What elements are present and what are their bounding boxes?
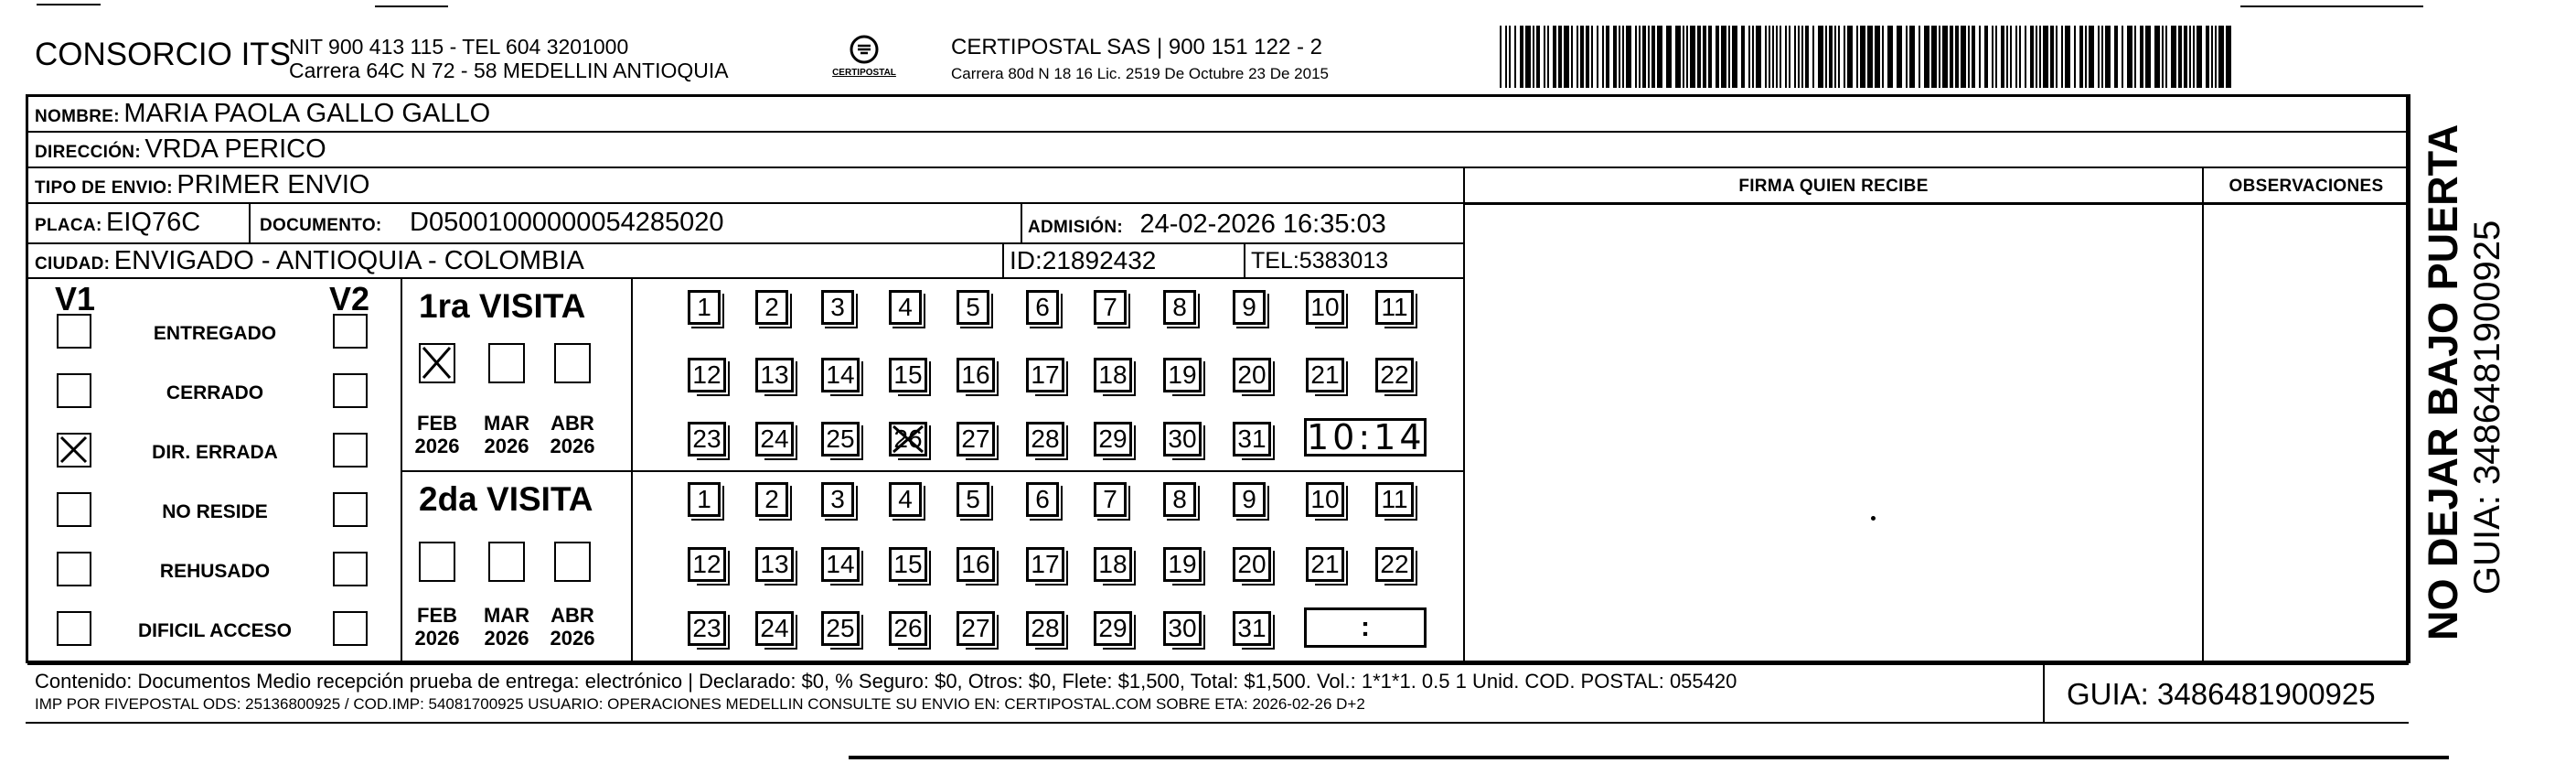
nit-tel: NIT 900 413 115 - TEL 604 3201000 [289,35,629,59]
day-box[interactable]: 5 [957,290,989,325]
day-box[interactable]: 14 [821,358,860,392]
visit2-time: : [1361,612,1370,642]
month-label [545,604,600,650]
status-label: NO RESIDE [162,501,268,522]
observaciones-header: OBSERVACIONES [2229,177,2384,196]
day-box[interactable]: 23 [688,422,726,457]
row-line-1 [27,131,2409,133]
day-box[interactable]: 3 [821,290,854,325]
day-box[interactable]: 6 [1026,482,1059,517]
v2-checkbox[interactable] [333,314,368,349]
tel-divider [1244,242,1245,277]
v1-checkbox[interactable] [57,611,91,646]
month-label [410,604,465,650]
day-box[interactable]: 20 [1233,547,1271,582]
day-box[interactable]: 15 [889,358,927,392]
status-label: ENTREGADO [153,323,277,344]
month-name: ABR [550,412,594,435]
col-firma-left [1463,167,1465,663]
row-line-4 [27,242,1465,244]
footer-line1: Contenido: Documentos Medio recepción prueba de entrega: electrónico | Declarado: $0, % Seguro: $0, Otros: $0, Flete: $1,500, Total: $1,500. Vol.: 1*1*1. 0.5 1 Unid. COD. POSTAL: 055420 [35,670,1737,693]
day-box[interactable]: 1 [688,482,721,517]
day-box[interactable]: 25 [821,611,860,646]
month-name: FEB [417,412,457,435]
day-box[interactable]: 30 [1163,611,1202,646]
month-name: MAR [483,604,530,627]
visit2-time-box[interactable] [1304,607,1427,648]
v2-checkbox[interactable] [333,611,368,646]
v1-checkbox[interactable] [57,492,91,527]
top-dash-1 [37,4,101,5]
admision-row [1028,210,1386,240]
day-box[interactable]: 1 [688,290,721,325]
col-status-right [401,277,402,663]
day-box[interactable]: 11 [1375,482,1414,517]
month-year: 2026 [414,627,460,650]
day-box[interactable]: 13 [755,358,794,392]
tipo-value: PRIMER ENVIO [176,170,370,199]
admision-label: ADMISIÓN: [1028,218,1124,237]
barcode [1500,26,2231,88]
id-value: ID:21892432 [1010,246,1157,274]
tipo-row [35,170,370,200]
direccion-value: VRDA PERICO [144,134,326,164]
day-box[interactable]: 17 [1026,547,1064,582]
admision-divider [1021,202,1022,242]
direccion-label: DIRECCIÓN: [35,143,141,162]
month-checkbox[interactable] [419,343,455,383]
month-year: 2026 [414,435,460,457]
month-year: 2026 [484,435,529,457]
day-box[interactable]: 9 [1233,290,1266,325]
admision-value: 24-02-2026 16:35:03 [1139,210,1386,239]
barcode-graphic [1500,26,2231,88]
day-box[interactable]: 29 [1094,611,1132,646]
v2-checkbox[interactable] [333,373,368,408]
company-address: Carrera 64C N 72 - 58 MEDELLIN ANTIOQUIA [289,59,729,82]
day-box[interactable]: 7 [1094,290,1127,325]
documento-row [260,208,724,238]
day-box[interactable]: 19 [1163,358,1202,392]
v1-checkbox[interactable] [57,314,91,349]
month-checkbox[interactable] [554,343,591,383]
id-divider [1002,242,1004,277]
day-box[interactable]: 16 [957,547,995,582]
visit1-time: 10:14 [1307,417,1426,457]
day-box[interactable]: 22 [1375,358,1414,392]
day-box[interactable]: 31 [1233,422,1271,457]
col-side-left [2409,94,2410,663]
month-name: FEB [417,604,457,627]
day-box[interactable]: 2 [755,290,788,325]
day-box[interactable]: 6 [1026,290,1059,325]
col-obs-left [2202,167,2204,663]
nombre-value: MARIA PAOLA GALLO GALLO [123,99,491,128]
day-box[interactable]: 27 [957,422,995,457]
footer-guia: GUIA: 3486481900925 [2067,677,2376,711]
status-label: CERRADO [166,382,264,403]
v1-checkbox[interactable] [57,433,91,467]
carrier-name: CERTIPOSTAL SAS | 900 151 122 - 2 [951,35,1322,59]
ciudad-value: ENVIGADO - ANTIOQUIA - COLOMBIA [113,246,584,275]
tipo-label: TIPO DE ENVIO: [35,178,173,198]
day-box[interactable]: 31 [1233,611,1271,646]
row-line-7 [27,663,2409,665]
v1-label: V1 [55,280,96,317]
day-cross-icon [891,424,925,459]
status-label: DIFICIL ACCESO [137,620,292,641]
day-box[interactable]: 15 [889,547,927,582]
top-dash-3 [2240,5,2423,7]
day-box[interactable]: 26 [889,611,927,646]
day-box[interactable]: 10 [1306,290,1344,325]
month-name: MAR [483,412,530,435]
day-box[interactable]: 8 [1163,290,1196,325]
day-box[interactable]: 8 [1163,482,1196,517]
v2-checkbox[interactable] [333,433,368,467]
placa-label: PLACA: [35,216,102,235]
month-checkbox[interactable] [488,343,525,383]
footer-bottom-left [26,722,2409,724]
day-box[interactable]: 22 [1375,547,1414,582]
month-year: 2026 [550,435,595,457]
visit1-time-box[interactable] [1304,418,1427,457]
day-box[interactable]: 14 [821,547,860,582]
day-box[interactable]: 10 [1306,482,1344,517]
placa-divider [249,202,251,242]
month-year: 2026 [550,627,595,650]
day-box[interactable]: 2 [755,482,788,517]
documento-value: D05001000000054285020 [410,208,724,237]
carrier-info [951,35,1329,83]
logo-text: CERTIPOSTAL [832,68,896,78]
firma-header: FIRMA QUIEN RECIBE [1738,177,1929,196]
row-line-2 [27,167,2409,168]
month-label [479,604,534,650]
day-box[interactable]: 12 [688,547,726,582]
top-dash-2 [375,5,448,7]
certipostal-logo [828,31,901,86]
col-header-underline [1465,203,2409,205]
ciudad-label: CIUDAD: [35,254,111,274]
visit2-title: 2da VISITA [419,480,593,518]
day-box[interactable]: 30 [1163,422,1202,457]
v2-checkbox[interactable] [333,492,368,527]
v1-checkbox[interactable] [57,373,91,408]
row-line-5 [27,277,1465,279]
day-box[interactable]: 26 [889,422,927,457]
placa-value: EIQ76C [106,208,201,237]
day-box[interactable]: 4 [889,482,922,517]
side-guia: GUIA: 3486481900925 [2467,220,2507,595]
day-box[interactable]: 18 [1094,358,1132,392]
nombre-row [35,99,490,129]
row-line-6 [402,470,1465,472]
observation-dot [1871,516,1876,521]
company-info [289,35,729,82]
status-label: REHUSADO [159,561,271,582]
day-box[interactable]: 20 [1233,358,1271,392]
month-label [410,412,465,457]
footer-line2: IMP POR FIVEPOSTAL ODS: 25136800925 / COD.IMP: 54081700925 USUARIO: OPERACIONES MEDELLIN CONSULTE SU ENVIO EN: CERTIPOSTAL.COM SOBRE ETA: 2026-02-26 D+2 [35,695,1365,713]
carrier-license: Carrera 80d N 18 16 Lic. 2519 De Octubre 23 De 2015 [951,65,1329,82]
check-x-icon [59,435,89,465]
day-box[interactable]: 24 [755,422,794,457]
day-box[interactable]: 4 [889,290,922,325]
day-box[interactable]: 27 [957,611,995,646]
company-name: CONSORCIO ITS [35,37,292,72]
footer-text [35,670,1737,715]
day-box[interactable]: 19 [1163,547,1202,582]
month-label [545,412,600,457]
day-box[interactable]: 9 [1233,482,1266,517]
visit1-title: 1ra VISITA [419,287,586,325]
day-box[interactable]: 5 [957,482,989,517]
col-months-right [631,277,633,663]
day-box[interactable]: 21 [1306,547,1344,582]
nombre-label: NOMBRE: [35,107,120,126]
day-box[interactable]: 13 [755,547,794,582]
day-box[interactable]: 24 [755,611,794,646]
day-box[interactable]: 12 [688,358,726,392]
day-box[interactable]: 16 [957,358,995,392]
day-box[interactable]: 21 [1306,358,1344,392]
day-box[interactable]: 23 [688,611,726,646]
day-box[interactable]: 17 [1026,358,1064,392]
v1-checkbox[interactable] [57,552,91,586]
side-warning: NO DEJAR BAJO PUERTA [2420,124,2466,640]
status-label: DIR. ERRADA [152,442,278,463]
day-box[interactable]: 25 [821,422,860,457]
day-box[interactable]: 28 [1026,422,1064,457]
placa-row [35,208,200,238]
month-year: 2026 [484,627,529,650]
v2-checkbox[interactable] [333,552,368,586]
v2-label: V2 [329,280,370,317]
day-box[interactable]: 11 [1375,290,1414,325]
month-label [479,412,534,457]
month-name: ABR [550,604,594,627]
month-checkbox[interactable] [554,542,591,582]
tel-value: TEL:5383013 [1251,248,1389,274]
day-box[interactable]: 29 [1094,422,1132,457]
day-box[interactable]: 18 [1094,547,1132,582]
footer-guia-divider [2043,663,2045,724]
bottom-line [849,756,2449,759]
documento-label: DOCUMENTO: [260,216,382,235]
direccion-row [35,134,326,165]
day-box[interactable]: 7 [1094,482,1127,517]
month-checkbox[interactable] [488,542,525,582]
day-box[interactable]: 3 [821,482,854,517]
day-box[interactable]: 28 [1026,611,1064,646]
month-checkbox[interactable] [419,542,455,582]
ciudad-row [35,246,584,276]
check-x-icon [421,345,453,381]
